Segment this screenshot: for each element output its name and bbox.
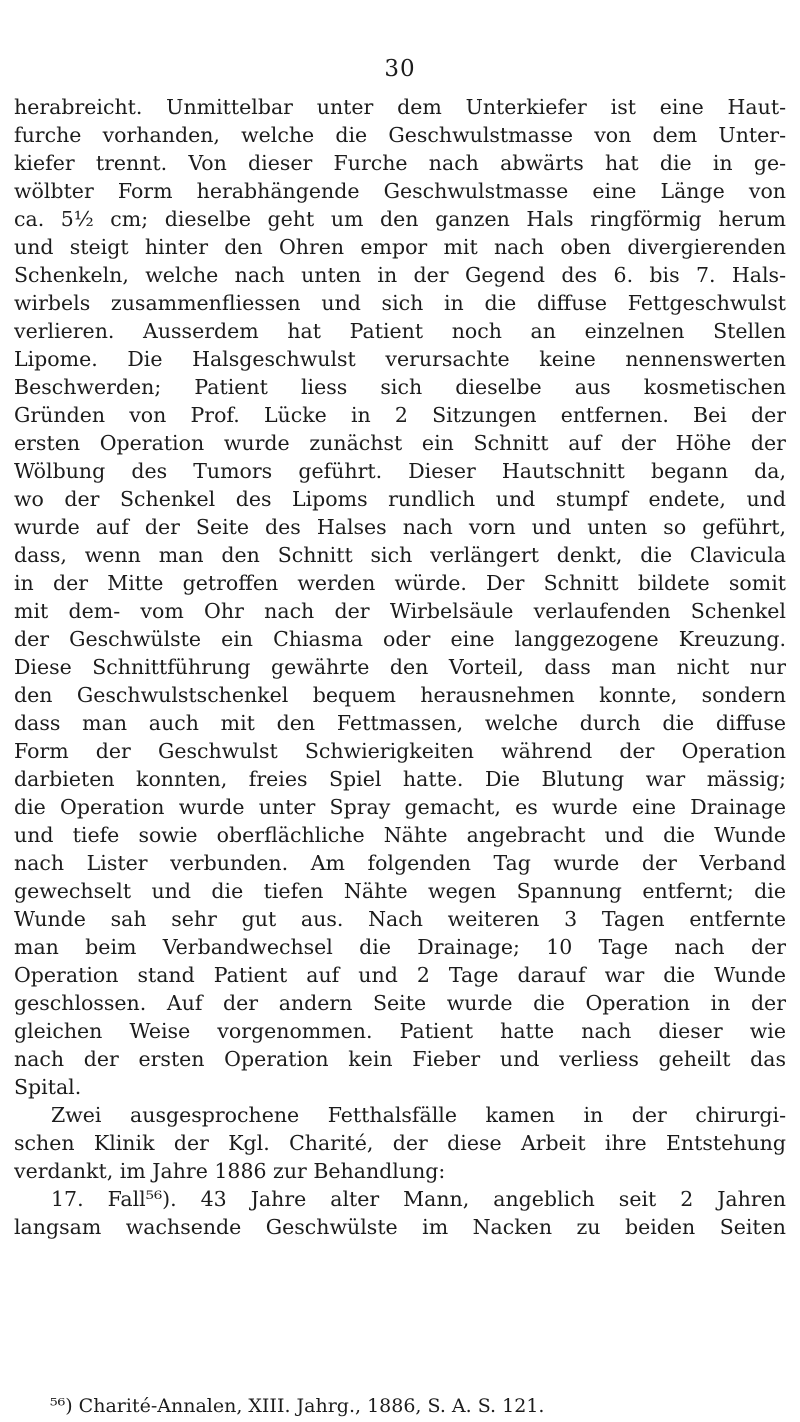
text-line: verdankt, im Jahre 1886 zur Behandlung: bbox=[14, 1159, 446, 1183]
text-line: gleichen Weise vorgenommen. Patient hatte nach dieser wie bbox=[14, 1019, 786, 1043]
body-text bbox=[14, 93, 786, 1241]
text-line: nach der ersten Operation kein Fieber und verliess geheilt das bbox=[14, 1047, 786, 1071]
text-line: Schenkeln, welche nach unten in der Gegend des 6. bis 7. Hals- bbox=[14, 263, 786, 287]
text-line: kiefer trennt. Von dieser Furche nach abwärts hat die in ge- bbox=[14, 151, 786, 175]
text-line: gewechselt und die tiefen Nähte wegen Spannung entfernt; die bbox=[14, 879, 786, 903]
text-line: furche vorhanden, welche die Geschwulstmasse von dem Unter- bbox=[14, 123, 786, 147]
page-number: 30 bbox=[384, 56, 416, 82]
text-line: langsam wachsende Geschwülste im Nacken zu beiden Seiten bbox=[14, 1215, 786, 1239]
text-line: dass man auch mit den Fettmassen, welche durch die diffuse bbox=[14, 711, 786, 735]
footnote: ⁵⁶) Charité-Annalen, XIII. Jahrg., 1886, S. A. S. 121. bbox=[50, 1395, 545, 1417]
text-line: darbieten konnten, freies Spiel hatte. Die Blutung war mässig; bbox=[14, 767, 786, 791]
text-line: Beschwerden; Patient liess sich dieselbe aus kosmetischen bbox=[14, 375, 786, 399]
text-line: nach Lister verbunden. Am folgenden Tag wurde der Verband bbox=[14, 851, 786, 875]
text-line: Zwei ausgesprochene Fetthalsfälle kamen in der chirurgi- bbox=[51, 1103, 786, 1127]
text-line: man beim Verbandwechsel die Drainage; 10 Tage nach der bbox=[14, 935, 786, 959]
text-line: verlieren. Ausserdem hat Patient noch an einzelnen Stellen bbox=[14, 319, 786, 343]
text-line: Wölbung des Tumors geführt. Dieser Hautschnitt begann da, bbox=[14, 459, 786, 483]
text-line: herabreicht. Unmittelbar unter dem Unterkiefer ist eine Haut- bbox=[14, 95, 786, 119]
text-line: Operation stand Patient auf und 2 Tage darauf war die Wunde bbox=[14, 963, 786, 987]
text-line: Wunde sah sehr gut aus. Nach weiteren 3 Tagen entfernte bbox=[14, 907, 786, 931]
text-line: wurde auf der Seite des Halses nach vorn und unten so geführt, bbox=[14, 515, 786, 539]
text-line: Spital. bbox=[14, 1075, 82, 1099]
text-line: und steigt hinter den Ohren empor mit nach oben divergierenden bbox=[14, 235, 786, 259]
text-line: Diese Schnittführung gewährte den Vorteil, dass man nicht nur bbox=[14, 655, 786, 679]
text-line: Gründen von Prof. Lücke in 2 Sitzungen entfernen. Bei der bbox=[14, 403, 786, 427]
text-line: 17. Fall⁵⁶). 43 Jahre alter Mann, angeblich seit 2 Jahren bbox=[51, 1187, 786, 1211]
text-line: Lipome. Die Halsgeschwulst verursachte keine nennenswerten bbox=[14, 347, 786, 371]
text-line: Form der Geschwulst Schwierigkeiten während der Operation bbox=[14, 739, 786, 763]
text-line: den Geschwulstschenkel bequem herausnehmen konnte, sondern bbox=[14, 683, 786, 707]
text-line: ca. 5½ cm; dieselbe geht um den ganzen Hals ringförmig herum bbox=[14, 207, 786, 231]
text-line: geschlossen. Auf der andern Seite wurde die Operation in der bbox=[14, 991, 786, 1015]
text-line: mit dem- vom Ohr nach der Wirbelsäule verlaufenden Schenkel bbox=[14, 599, 786, 623]
text-line: die Operation wurde unter Spray gemacht, es wurde eine Drainage bbox=[14, 795, 786, 819]
text-line: in der Mitte getroffen werden würde. Der Schnitt bildete somit bbox=[14, 571, 786, 595]
text-line: wölbter Form herabhängende Geschwulstmasse eine Länge von bbox=[14, 179, 786, 203]
text-line: und tiefe sowie oberflächliche Nähte angebracht und die Wunde bbox=[14, 823, 786, 847]
text-line: schen Klinik der Kgl. Charité, der diese Arbeit ihre Entstehung bbox=[14, 1131, 786, 1155]
text-line: ersten Operation wurde zunächst ein Schnitt auf der Höhe der bbox=[14, 431, 786, 455]
text-line: wirbels zusammenfliessen und sich in die diffuse Fettgeschwulst bbox=[14, 291, 786, 315]
text-line: der Geschwülste ein Chiasma oder eine langgezogene Kreuzung. bbox=[14, 627, 786, 651]
text-line: wo der Schenkel des Lipoms rundlich und stumpf endete, und bbox=[14, 487, 786, 511]
text-line: dass, wenn man den Schnitt sich verlängert denkt, die Clavicula bbox=[14, 543, 786, 567]
